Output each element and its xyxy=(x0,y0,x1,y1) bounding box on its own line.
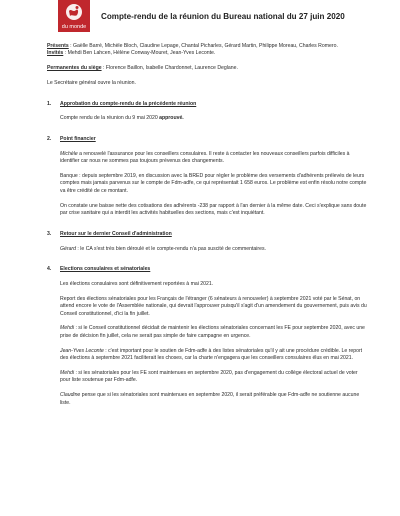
globe-emblem-icon xyxy=(64,2,84,22)
speaker-name: Mehdi xyxy=(60,325,75,332)
permanents-text: : Florence Baillon, Isabelle Chardonnet, Laurence Deglane. xyxy=(101,65,238,72)
paragraph-text: : c'est important pour le soutien de Fdm-adfe à des listes sénatoriales qu'il y ait une procédure crédible. Le report des élections à septembre 2021 faciliterait les choses, car la charte n'engagera que les conseillers consulaires élus en mai 2021. xyxy=(60,347,363,362)
section-4-paragraph-5 xyxy=(60,370,367,385)
invites-text: : Mehdi Ben Lahcen, Hélène Conway-Mouret, Jean-Yves Leconte. xyxy=(63,50,216,57)
speaker-name: Michèle xyxy=(60,150,78,157)
paragraph-text: pense que si les sénatoriales sont maintenues en septembre 2020, il serait préférable que Fdm-adfe ne soutienne aucune liste. xyxy=(60,392,360,406)
section-2 xyxy=(47,135,367,218)
section-title: Elections consulaires et sénatoriales xyxy=(60,265,151,272)
section-4-paragraph-6 xyxy=(60,392,367,407)
section-title: Point financier xyxy=(60,135,96,142)
section-number: 2. xyxy=(47,135,52,142)
present-paragraph xyxy=(47,43,367,50)
section-4-paragraph-3 xyxy=(60,325,367,340)
s1-approved-text: approuvé. xyxy=(159,115,184,122)
s1-plain-text: Compte rendu de la réunion du 9 mai 2020 xyxy=(60,115,160,122)
section-2-paragraph-1 xyxy=(60,151,367,166)
invites-paragraph xyxy=(47,50,367,57)
page-title: Compte-rendu de la réunion du Bureau national du 27 juin 2020 xyxy=(101,12,345,21)
speaker-name: Claudine xyxy=(60,392,81,399)
paragraph-text: : si les sénatoriales pour les FE sont maintenues en septembre 2020, pas d'engagement du collège électoral actuel de voter pour liste soutenue par Fdm-adfe. xyxy=(60,370,358,384)
organization-logo xyxy=(58,0,90,32)
speaker-name: Mehdi xyxy=(60,370,75,377)
section-3-text xyxy=(60,246,367,253)
opening-statement: Le Secrétaire général ouvre la réunion. xyxy=(47,80,136,87)
permanents-label: Permanentes du siège xyxy=(47,65,102,72)
section-heading xyxy=(47,100,367,108)
section-3 xyxy=(47,230,367,253)
speaker-name: Jean-Yves Leconte xyxy=(60,347,104,354)
document-body xyxy=(47,43,367,407)
section-title: Approbation du compte-rendu de la précédente réunion xyxy=(60,100,197,107)
section-4-paragraph-4 xyxy=(60,348,367,363)
section-number: 1. xyxy=(47,100,52,107)
logo-text: du monde xyxy=(61,24,87,30)
speaker-name: Gérard xyxy=(60,245,76,252)
section-4-paragraph-2: Report des élections sénatoriales pour les Français de l'étranger (6 sénateurs à renouveler) à septembre 2021 voté par le Sénat, on attend encore le vote de l'Assemblée nationale, qui devrait l'approuver puisqu'il s'agit d'un amendement du gouvernement, puis avis du Conseil constitutionnel, d'ici la fin juillet. xyxy=(60,295,367,317)
present-label: Présents xyxy=(47,43,69,49)
section-heading xyxy=(47,265,367,273)
paragraph-text: : si le Conseil constitutionnel décidait de maintenir les élections sénatoriales concernant les FE pour septembre 2020, avec une prise de décision fin juillet, cela ne serait pas simple de faire campagne en urgence. xyxy=(60,325,365,339)
section-4-paragraph-1: Les élections consulaires sont définitivement reportées à mai 2021. xyxy=(60,280,214,287)
present-text: : Gaëlle Barré, Michèle Bloch, Claudine Lepage, Chantal Picharles, Gérard Martin, Philippe Moreau, Charles Romero. xyxy=(68,43,338,49)
section-number: 3. xyxy=(47,230,52,237)
section-title: Retour sur le dernier Conseil d'administration xyxy=(60,230,172,237)
paragraph-text: : le CA s'est très bien déroulé et le compte-rendu n'a pas suscité de commentaires. xyxy=(76,245,266,252)
paragraph-text: a renouvelé l'assurance pour les conseillers consulaires. Il reste à contacter les nouveaux conseillers parfois difficiles à identifier car nous ne sommes pas toujours prévenus des changements. xyxy=(60,150,350,165)
section-2-paragraph-2: Banque : depuis septembre 2019, en discussion avec la BRED pour régler le problème des versements d'adhérents prélevés de leurs comptes mais jamais parvenus sur le compte de Fdm-adfe, ce qui représentait 1 658 euros. Le problème est enfin résolu notre compte va être crédité de ce montant. xyxy=(60,173,367,194)
section-number: 4. xyxy=(47,265,52,272)
section-1-text xyxy=(60,115,367,122)
section-heading xyxy=(47,230,367,238)
section-heading xyxy=(47,135,367,143)
invites-label: Invités xyxy=(47,50,64,57)
section-4 xyxy=(47,265,367,407)
section-2-paragraph-3: On constate une baisse nette des cotisations des adhérents -238 par rapport à l'an dernier à la même date. Ceci s'explique sans doute par crise sanitaire qui a interdit les activités habituelles des sections, mais c'est inquiétant. xyxy=(60,202,367,217)
permanents-paragraph xyxy=(47,65,367,72)
section-1 xyxy=(47,100,367,123)
